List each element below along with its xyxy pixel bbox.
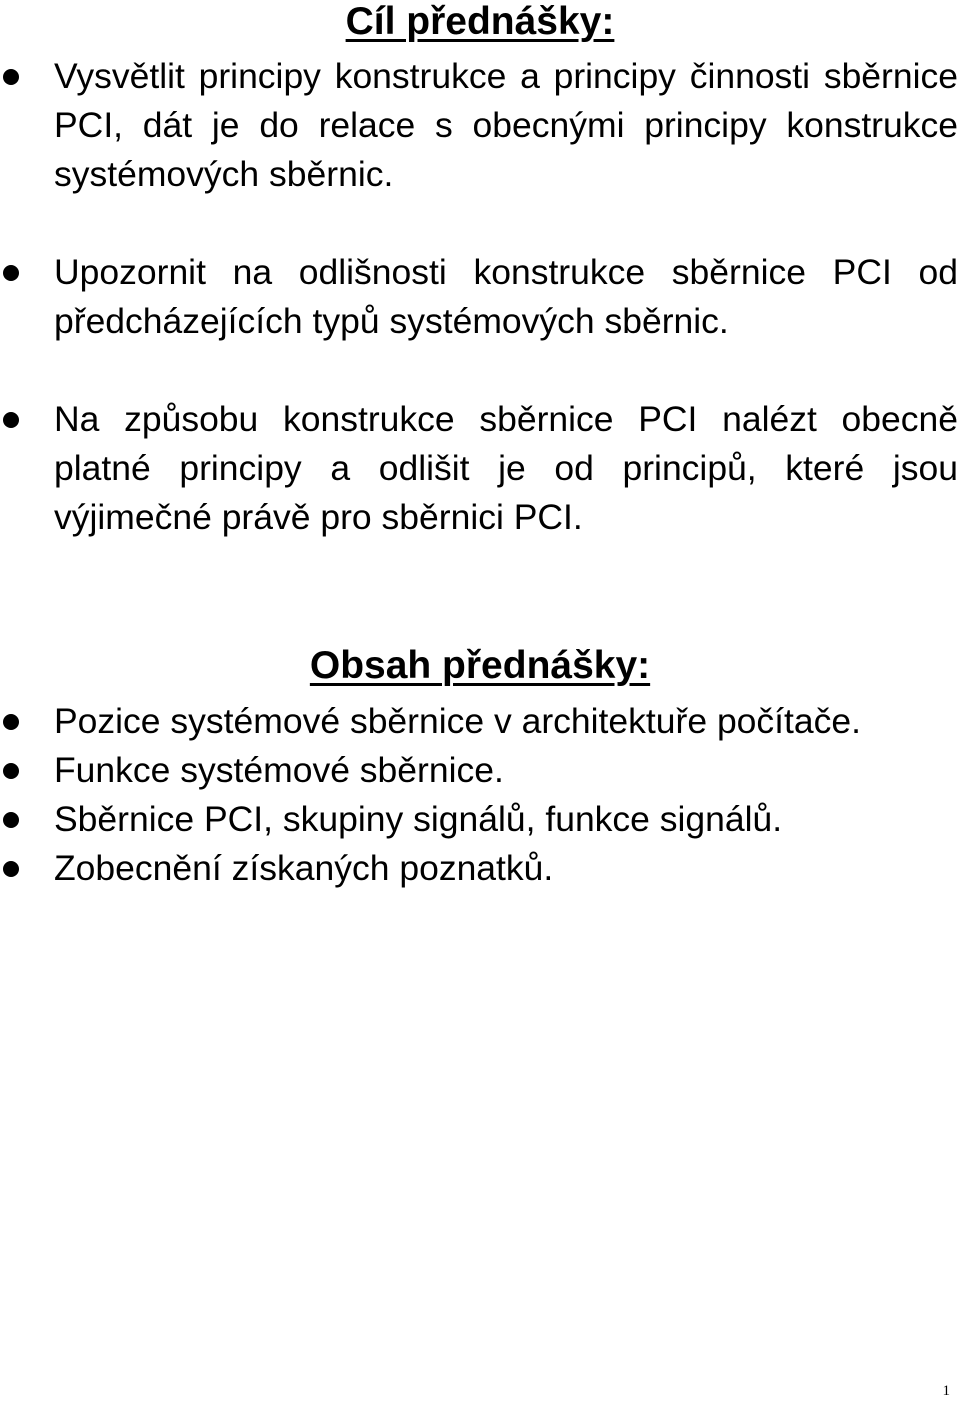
- content-item: [0, 795, 960, 844]
- goal-item-text: Na způsobu konstrukce sběrnice PCI nalézt obecně platné principy a odlišit je od principů, které jsou výjimečné právě pro sběrnici PCI.: [54, 399, 958, 537]
- content-item: [0, 844, 960, 893]
- content-item-text: Sběrnice PCI, skupiny signálů, funkce signálů.: [54, 799, 783, 839]
- bullet-icon: [3, 763, 19, 779]
- goal-item-text: Vysvětlit principy konstrukce a principy činnosti sběrnice PCI, dát je do relace s obecnými principy konstrukce systémových sběrnic.: [54, 56, 958, 194]
- bullet-icon: [3, 714, 19, 730]
- content-item-text: Zobecnění získaných poznatků.: [54, 848, 554, 888]
- content-item: [0, 746, 960, 795]
- goal-item: [0, 248, 960, 346]
- bullet-icon: [3, 412, 19, 428]
- bullet-icon: [3, 69, 19, 85]
- goal-item: [0, 52, 960, 199]
- goal-list: [0, 52, 960, 591]
- page-number: 1: [942, 1383, 950, 1399]
- content-heading: Obsah přednášky:: [309, 644, 651, 687]
- goal-item: [0, 395, 960, 542]
- content-item-text: Funkce systémové sběrnice.: [54, 750, 504, 790]
- bullet-icon: [3, 812, 19, 828]
- goal-heading: Cíl přednášky:: [345, 0, 615, 43]
- content-list: [0, 697, 960, 893]
- goal-item-text: Upozornit na odlišnosti konstrukce sběrnice PCI od předcházejících typů systémových sběrnic.: [54, 252, 958, 341]
- content-item-text: Pozice systémové sběrnice v architektuře počítače.: [54, 701, 862, 741]
- bullet-icon: [3, 861, 19, 877]
- bullet-icon: [3, 265, 19, 281]
- content-item: [0, 697, 960, 746]
